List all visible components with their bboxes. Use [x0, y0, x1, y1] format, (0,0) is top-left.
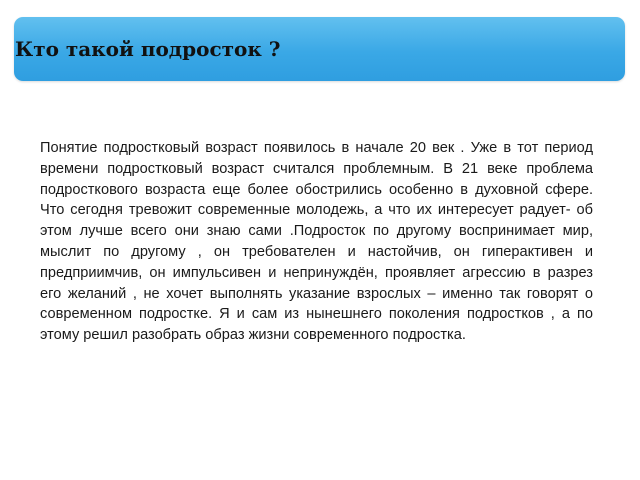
slide-title: Кто такой подросток ? — [15, 37, 281, 61]
slide-body-text: Понятие подростковый возраст появилось в начале 20 век . Уже в тот период времени подростковый возраст считался проблемным. В 21 веке проблема подросткового возраста еще более обострились особенно в духовной сфере. Что сегодня тревожит современные молодежь, а что их интересует радует- об этом лучше всего они знаю сами .Подросток по другому воспринимает мир, мыслит по другому , он требователен и настойчив, он гиперактивен и предприимчив, он импульсивен и непринуждён, проявляет агрессию в разрез его желаний , не хочет выполнять указание взрослых – именно так говорят о современном подростке. Я и сам из нынешнего поколения подростков , а по этому решил разобрать образ жизни современного подростка. — [40, 140, 593, 344]
